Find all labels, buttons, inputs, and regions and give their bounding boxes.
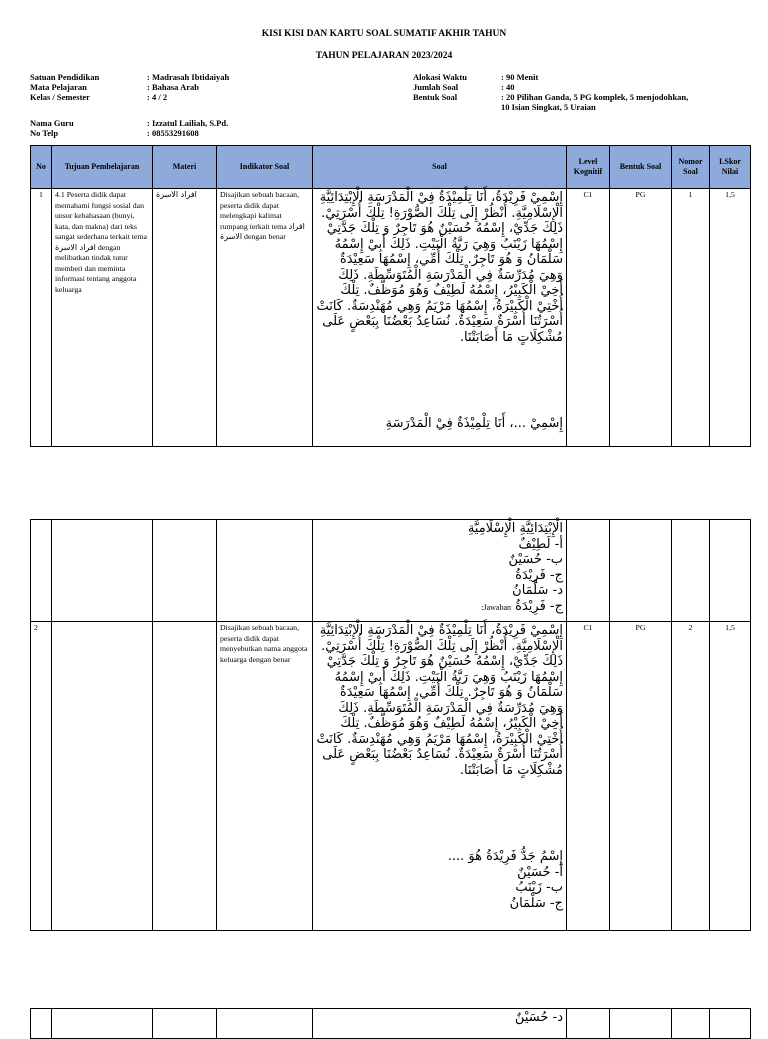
soal-passage: إِسْمِيْ فَرِيْدَةُ، أَنَا تِلْمِيْذَةٌ فِيْ الْمَدْرَسَةِ الْإِبْتِدَائِيَّةِ الْإِسْلَامِيَّةِ. أُنْظُرْ إِلَى تِلْكَ الصُّوْرَةِ! تِلْكَ أُسْرَتِيْ. ذَلِكَ جَدِّيْ، إِسْمُهُ حُسَيْنٌ هُوَ تَاجِرٌ وَ تِلْكَ جَدَّتِيْ إِسْمُهَا زَيْنَبُ وَهِيَ رَبَّةُ الْبَيْتِ. ذَلِكَ أَبِيْ إِسْمُهُ سَلْمَانُ وَ هُوَ تَاجِرٌ. تِلْكَ أُمِّي، إِسْمُهَا سَعِيْدَةٌ وَهِيَ مُدَرِّسَةٌ فِي الْمَدْرَسَةِ الْمُتَوَسِّطَةِ. ذَلِكَ أَخِيْ الْكَبِيْرُ، إِسْمُهُ لَطِيْفٌ وَهُوَ مُوَظَّفٌ. تِلْكَ أُخْتِيْ الْكَبِيْرَةُ، إِسْمُهَا مَرْيَمُ وَهِي مُهَنْدِسَةٌ. كَانَتْ أُسْرَتُنَا أُسْرَةٌ سَعِيْدَةٌ. نُسَاعِدُ بَعْضُنَا بِبَعْضٍ عَلَى مُشْكِلَاتٍ مَا أَصَابَتْنَا. — [312, 623, 563, 778]
option-c: ج- فَرِيْدَةُ — [515, 567, 563, 583]
row-skor: 1,5 — [710, 189, 751, 447]
info-value: : Bahasa Arab — [147, 82, 199, 92]
info-label: No Telp — [30, 128, 59, 138]
row-soal — [313, 189, 567, 447]
table-row — [31, 189, 751, 447]
header-no: No — [31, 146, 52, 189]
indikator-arabic: افراد الاسرة — [220, 221, 305, 242]
row-level: C1 — [567, 189, 610, 447]
answer-value: ج- فَرِيْدَةُ — [515, 598, 563, 614]
info-value: 10 Isian Singkat, 5 Uraian — [501, 102, 596, 112]
info-value: : 90 Menit — [501, 72, 539, 82]
row-nomor: 1 — [672, 189, 710, 447]
row-no: 1 — [31, 189, 52, 447]
option-a: أ- حُسَيْنٌ — [517, 864, 563, 880]
info-value: : 40 — [501, 82, 515, 92]
option-b: ب- زَيْنَبُ — [515, 880, 563, 895]
row-bentuk: PG — [610, 622, 672, 931]
info-left — [30, 72, 400, 112]
tujuan-text: 4.1 Peserta didik dapat memahami fungsi sosial dan unsur kebahasaan (bunyi, kata, dan makna) dari teks sangat sederhana terkait tema — [55, 190, 148, 242]
header-materi: Materi — [153, 146, 217, 189]
info-value: : 4 / 2 — [147, 92, 168, 102]
soal-continuation: الْإِبْتِدَائِيَّةِ الْإِسْلَامِيَّةِ — [467, 521, 563, 536]
answer-line — [316, 599, 563, 616]
info-value: : Madrasah Ibtidaiyah — [147, 72, 230, 82]
header-indikator: Indikator Soal — [217, 146, 313, 189]
info-label: Satuan Pendidikan — [30, 72, 100, 82]
header-bentuk: Bentuk Soal — [610, 146, 672, 189]
question-table-page-3 — [30, 1008, 751, 1039]
header-tujuan: Tujuan Pembelajaran — [52, 146, 153, 189]
tujuan-text-end: dengan melibatkan tindak tutur memberi dan meminta informasi tentang anggota keluarga — [55, 242, 137, 294]
row-level: C1 — [567, 622, 610, 931]
info-label: Nama Guru — [30, 118, 74, 128]
info-label: Alokasi Waktu — [413, 72, 467, 82]
row-bentuk: PG — [610, 189, 672, 447]
table-row — [31, 1009, 751, 1039]
option-c: ج- سَلْمَانُ — [509, 895, 563, 911]
row-tujuan — [52, 189, 153, 447]
option-d: د- سَلْمَانُ — [512, 583, 563, 598]
row-skor: 1,5 — [710, 622, 751, 931]
info-value: : 08553291608 — [147, 128, 199, 138]
academic-year: TAHUN PELAJARAN 2023/2024 — [315, 51, 453, 61]
row-no: 2 — [31, 622, 52, 931]
row-soal — [313, 622, 567, 931]
row-materi: افراد الاسرة — [153, 189, 217, 447]
info-value: : 20 Pilihan Ganda, 5 PG komplek, 5 menjodohkan, — [501, 92, 689, 102]
row-soal-continued — [313, 520, 567, 622]
soal-question: إِسْمِيْ ...، أَنَا تِلْمِيْذَةٌ فِيْ الْمَدْرَسَةِ — [385, 416, 563, 431]
soal-question: إِسْمُ جَدُّ فَرِيْدَةُ هُوَ .... — [447, 849, 563, 864]
header-level: Level Kognitif — [567, 146, 610, 189]
info-label: Kelas / Semester — [30, 92, 90, 102]
table-row — [31, 622, 751, 931]
row-indikator: Disajikan sebuah bacaan, peserta didik dapat menyebutkan nama anggota keluarga dengan benar — [217, 622, 313, 931]
option-b: ب- حُسَيْنٌ — [508, 552, 563, 567]
info-label: Bentuk Soal — [413, 92, 458, 102]
info-label: Jumlah Soal — [413, 82, 459, 92]
question-table-page-1 — [30, 145, 751, 447]
indikator-text-end: dengan benar — [244, 232, 286, 242]
answer-label: Jawaban: — [481, 602, 511, 612]
option-d: د- حُسَيْنٌ — [514, 1010, 563, 1025]
header-skor: LSkor Nilai — [710, 146, 751, 189]
soal-passage: إِسْمِيْ فَرِيْدَةُ، أَنَا تِلْمِيْذَةٌ فِيْ الْمَدْرَسَةِ الْإِبْتِدَائِيَّةِ الْإِسْلَامِيَّةِ. أُنْظُرْ إِلَى تِلْكَ الصُّوْرَةِ! تِلْكَ أُسْرَتِيْ. ذَلِكَ جَدِّيْ، إِسْمُهُ حُسَيْنٌ هُوَ تَاجِرٌ وَ تِلْكَ جَدَّتِيْ إِسْمُهَا زَيْنَبُ وَهِيَ رَبَّةُ الْبَيْتِ. ذَلِكَ أَبِيْ إِسْمُهُ سَلْمَانُ وَ هُوَ تَاجِرٌ. تِلْكَ أُمِّي، إِسْمُهَا سَعِيْدَةٌ وَهِيَ مُدَرِّسَةٌ فِي الْمَدْرَسَةِ الْمُتَوَسِّطَةِ. ذَلِكَ أَخِيْ الْكَبِيْرُ، إِسْمُهُ لَطِيْفٌ وَهُوَ مُوَظَّفٌ. تِلْكَ أُخْتِيْ الْكَبِيْرَةُ، إِسْمُهَا مَرْيَمُ وَهِي مُهَنْدِسَةٌ. كَانَتْ أُسْرَتُنَا أُسْرَةٌ سَعِيْدَةٌ. نُسَاعِدُ بَعْضُنَا بِبَعْضٍ عَلَى مُشْكِلَاتٍ مَا أَصَابَتْنَا. — [312, 190, 563, 345]
row-nomor: 2 — [672, 622, 710, 931]
row-soal-continued — [313, 1009, 567, 1039]
tujuan-arabic: افراد الاسرة — [55, 242, 96, 252]
info-right — [413, 72, 753, 117]
info-value: : Izzatul Lailiah, S.Pd. — [147, 118, 229, 128]
info-label: Mata Pelajaran — [30, 82, 87, 92]
indikator-text: Disajikan sebuah bacaan, peserta didik dapat melengkapi kalimat rumpang terkait tema — [220, 190, 300, 231]
question-table-page-2 — [30, 519, 751, 931]
table-row — [31, 520, 751, 622]
header-soal: Soal — [313, 146, 567, 189]
row-indikator — [217, 189, 313, 447]
option-a: أ- لَطِيْفٌ — [518, 536, 563, 552]
teacher-info — [30, 118, 400, 142]
document-title: KISI KISI DAN KARTU SOAL SUMATIF AKHIR TAHUN — [261, 29, 507, 39]
header-nomor: Nomor Soal — [672, 146, 710, 189]
